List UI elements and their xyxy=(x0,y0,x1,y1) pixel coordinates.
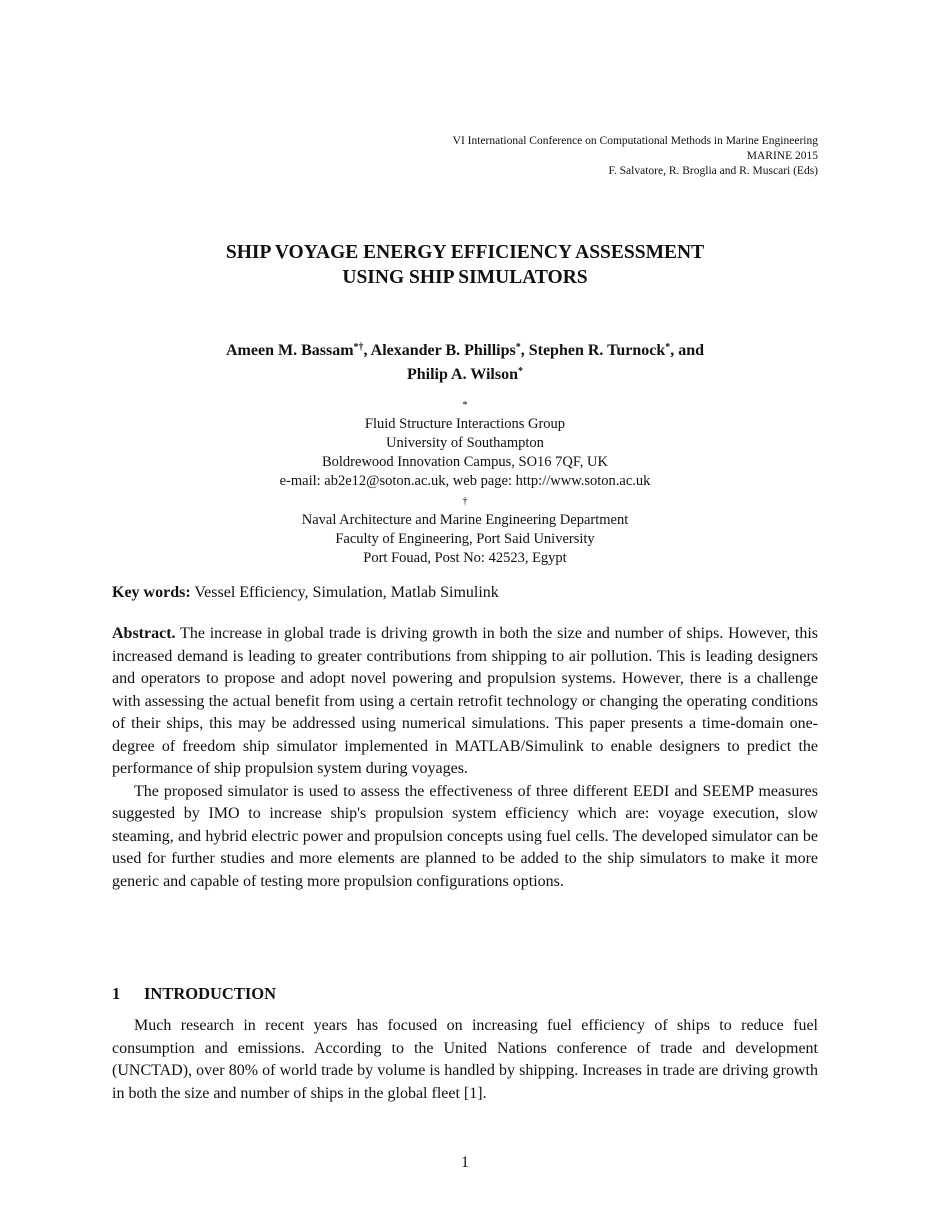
page-number: 1 xyxy=(461,1154,469,1171)
author-list xyxy=(112,337,818,385)
paper-title xyxy=(0,240,930,290)
title-line-1: SHIP VOYAGE ENERGY EFFICIENCY ASSESSMENT xyxy=(225,242,705,263)
abstract-label: Abstract. xyxy=(112,625,176,642)
affiliation-contact: e-mail: ab2e12@soton.ac.uk, web page: http://www.soton.ac.uk xyxy=(279,473,651,489)
author-name: , Stephen R. Turnock xyxy=(520,342,666,359)
conference-name: VI International Conference on Computational Methods in Marine Engineering xyxy=(452,135,818,147)
affiliation-group: * Fluid Structure Interactions Group xyxy=(112,396,818,434)
affiliation-faculty: Faculty of Engineering, Port Said University xyxy=(335,531,595,547)
conference-event: MARINE 2015 xyxy=(746,150,818,162)
section-heading xyxy=(112,984,276,1004)
author-name: Philip A. Wilson xyxy=(406,366,518,383)
abstract xyxy=(112,623,818,893)
author-marker: * xyxy=(665,342,671,353)
introduction xyxy=(112,1015,818,1105)
affiliation-address: Boldrewood Innovation Campus, SO16 7QF, UK xyxy=(321,454,608,470)
affiliation-marker: * xyxy=(462,400,468,411)
author-separator: , and xyxy=(670,342,705,359)
affiliation-marker: † xyxy=(462,496,468,507)
section-number: 1 xyxy=(112,984,121,1003)
author-marker: * xyxy=(515,342,521,353)
author-marker: *† xyxy=(353,342,364,353)
section-title: INTRODUCTION xyxy=(144,984,277,1003)
keywords-text: Vessel Efficiency, Simulation, Matlab Simulink xyxy=(194,584,499,601)
title-line-2: USING SHIP SIMULATORS xyxy=(342,267,588,288)
abstract-paragraph: The proposed simulator is used to assess the effectiveness of three different EEDI and SEEMP measures suggested by IMO to increase ship's propulsion system efficiency which are: voyage execution, slow steaming, and hybrid electric power and propulsion concepts using fuel cells. The developed simulator can be used for further studies and more elements are planned to be added to the ship simulators to make it more generic and capable of testing more propulsion configurations options. xyxy=(112,782,818,890)
keywords xyxy=(112,582,818,604)
keywords-label: Key words: xyxy=(112,584,191,601)
affiliation-southampton xyxy=(112,396,818,491)
affiliation-university: University of Southampton xyxy=(386,435,544,451)
abstract-text: The increase in global trade is driving growth in both the size and number of ships. However, this increased demand is leading to greater contributions from shipping to air pollution. This is leading designers and operators to propose and adopt novel powering and propulsion systems. However, there is a challenge with assessing the actual benefit from using a certain retrofit technology or changing the operating conditions of their ships, this may be addressed using numerical simulations. This paper presents a time-domain one-degree of freedom ship simulator implemented in MATLAB/Simulink to enable designers to predict the performance of ship propulsion system during voyages. xyxy=(112,625,818,777)
author-name: Ameen M. Bassam xyxy=(225,342,354,359)
abstract-paragraph xyxy=(112,623,818,781)
introduction-paragraph: Much research in recent years has focused on increasing fuel efficiency of ships to reduce fuel consumption and emissions. According to the United Nations conference of trade and development (UNCTAD), over 80% of world trade by volume is handled by shipping. Increases in trade are driving growth in both the size and number of ships in the global fleet [1]. xyxy=(112,1017,818,1102)
author-marker: * xyxy=(518,366,523,377)
author-name: , Alexander B. Phillips xyxy=(363,342,516,359)
affiliation-port-said xyxy=(112,492,818,568)
affiliation-department: † Naval Architecture and Marine Engineering Department xyxy=(112,492,818,530)
affiliation-address: Port Fouad, Post No: 42523, Egypt xyxy=(363,550,567,566)
conference-header xyxy=(453,134,818,179)
conference-editors: F. Salvatore, R. Broglia and R. Muscari (Eds) xyxy=(608,165,818,177)
